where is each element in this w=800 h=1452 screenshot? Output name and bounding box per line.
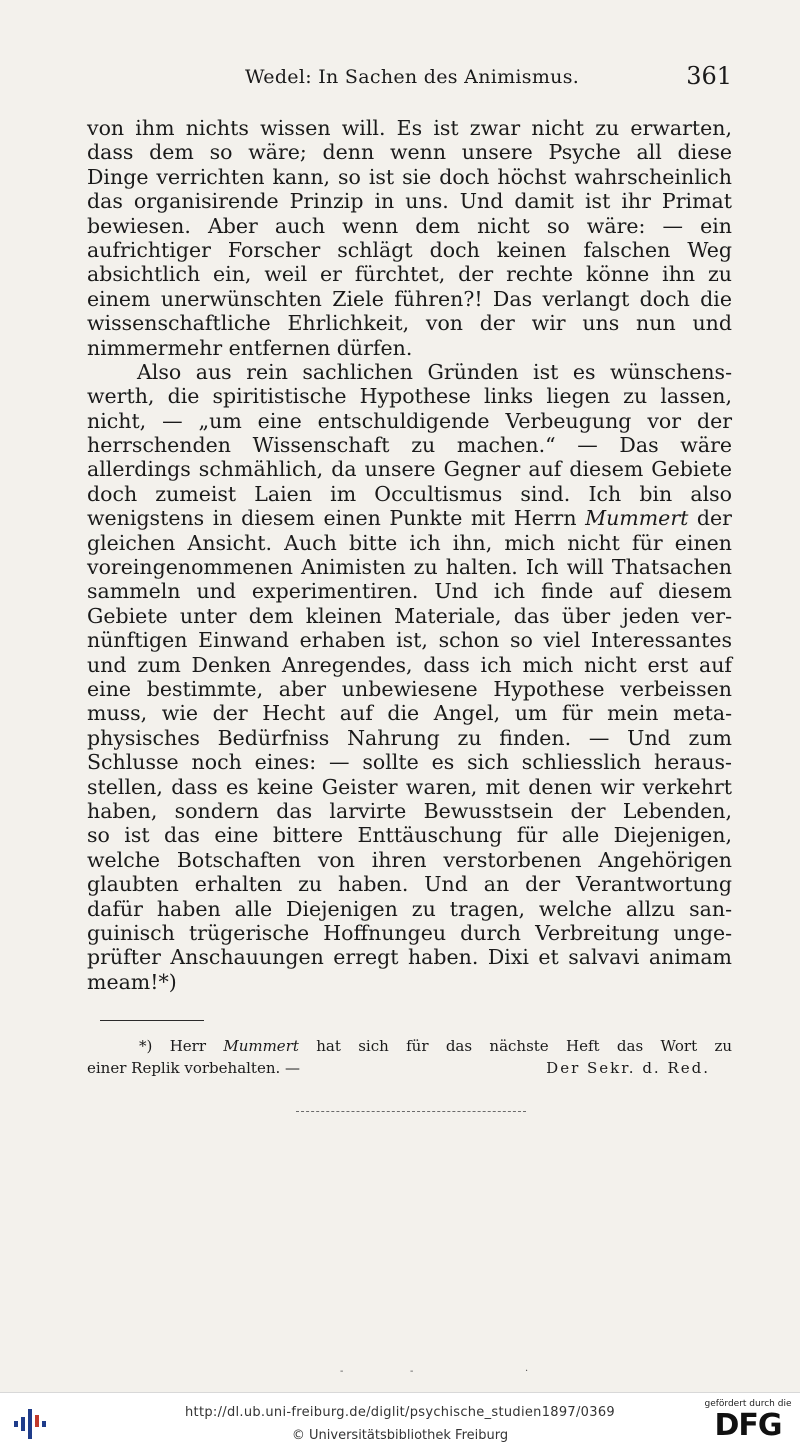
copyright-notice: © Universitätsbibliothek Freiburg: [291, 1428, 509, 1443]
text-line: von ihm nichts wissen will. Es ist zwar nicht zu erwarten,: [87, 116, 732, 140]
dfg-caption: gefördert durch die: [704, 1399, 792, 1409]
text-line: Gebiete unter dem kleinen Materiale, das über jeden ver-: [87, 603, 732, 628]
running-title: Wedel: In Sachen des Animismus.: [245, 66, 580, 88]
speck: -: [410, 1366, 414, 1377]
text-line: Also aus rein sachlichen Gründen ist es wünschens-: [137, 359, 732, 384]
text-line: eine bestimmte, aber unbewiesene Hypothese verbeissen: [87, 676, 732, 701]
page-number: 361: [686, 62, 732, 90]
text-line: glaubten erhalten zu haben. Und an der Verantwortung: [87, 872, 732, 897]
text-line: nünftigen Einwand erhaben ist, schon so viel Interessantes: [87, 628, 732, 653]
text-line: Dinge verrichten kann, so ist sie doch höchst wahrscheinlich: [87, 164, 732, 189]
text-line: und zum Denken Anregendes, dass ich mich nicht erst auf: [87, 652, 732, 677]
text-line: gleichen Ansicht. Auch bitte ich ihn, mich nicht für einen: [87, 530, 732, 555]
text-line: herrschenden Wissenschaft zu machen.“ — Das wäre: [87, 433, 732, 458]
text-line: wissenschaftliche Ehrlichkeit, von der wir uns nun und: [87, 311, 732, 336]
text-line: absichtlich ein, weil er fürchtet, der rechte könne ihn zu: [87, 262, 732, 287]
text-line: sammeln und experimentiren. Und ich finde auf diesem: [87, 579, 732, 604]
text-line: dafür haben alle Diejenigen zu tragen, welche allzu san-: [87, 896, 732, 921]
text-line: physisches Bedürfniss Nahrung zu finden. — Und zum: [87, 725, 732, 750]
footnote-line: [87, 1057, 732, 1079]
digital-library-footer: [0, 1392, 800, 1452]
body-text: [87, 116, 732, 994]
footnote-segment: hat sich für das nächste Heft das Wort zu: [298, 1037, 733, 1055]
end-ornament-rule: [296, 1111, 526, 1116]
text-line: einem unerwünschten Ziele führen?! Das verlangt doch die: [87, 286, 732, 311]
text-line: guinisch trügerische Hoffnungeu durch Verbreitung unge-: [87, 920, 732, 945]
footnote: [87, 1035, 732, 1079]
text-line: welche Botschaften von ihren verstorbenen Angehörigen: [87, 847, 732, 872]
text-line: meam!*): [87, 969, 177, 994]
footnote-separator: [100, 1020, 204, 1021]
text-segment: wenigstens in diesem einen Punkte mit Herrn: [87, 506, 586, 531]
footnote-segment: einer Replik vorbehalten. —: [87, 1059, 301, 1077]
dfg-badge: [704, 1399, 792, 1447]
text-line: bewiesen. Aber auch wenn dem nicht so wäre: — ein: [87, 213, 732, 238]
text-line: muss, wie der Hecht auf die Angel, um für mein meta-: [87, 701, 732, 726]
text-line: dass dem so wäre; denn wenn unsere Psyche all diese: [87, 140, 732, 165]
text-line: prüfter Anschauungen erregt haben. Dixi et salvavi animam: [87, 945, 732, 970]
text-line: nimmermehr entfernen dürfen.: [87, 335, 413, 360]
text-line: haben, sondern das larvirte Bewusstsein der Lebenden,: [87, 798, 732, 823]
text-line: Schlusse noch eines: — sollte es sich schliesslich heraus-: [87, 750, 732, 775]
speck: -: [340, 1366, 344, 1377]
speck: ·: [525, 1366, 529, 1377]
footnote-line: [87, 1035, 732, 1057]
dfg-logo-icon: DFG: [714, 1408, 782, 1443]
text-line: so ist das eine bittere Enttäuschung für alle Diejenigen,: [87, 823, 732, 848]
text-line-with-name: [87, 506, 732, 530]
text-line: nicht, — „um eine entschuldigende Verbeugung vor der: [87, 408, 732, 433]
text-segment: der: [688, 506, 732, 531]
text-line: werth, die spiritistische Hypothese links liegen zu lassen,: [87, 384, 732, 409]
text-line: doch zumeist Laien im Occultismus sind. Ich bin also: [87, 481, 732, 506]
permalink-link[interactable]: http://dl.ub.uni-freiburg.de/diglit/psychische_studien1897/0369: [185, 1405, 615, 1420]
footnote-segment: *) Herr: [139, 1037, 224, 1055]
person-name: Mummert: [585, 506, 689, 531]
page-header: [245, 62, 732, 96]
text-line: aufrichtiger Forscher schlägt doch keinen falschen Weg: [87, 237, 732, 262]
person-name: Mummert: [223, 1037, 299, 1055]
text-line: allerdings schmählich, da unsere Gegner auf diesem Gebiete: [87, 457, 732, 482]
footnote-signature: Der Sekr. d. Red.: [546, 1059, 710, 1077]
text-line: stellen, dass es keine Geister waren, mit denen wir verkehrt: [87, 774, 732, 799]
text-line: voreingenommenen Animisten zu halten. Ich will Thatsachen: [87, 555, 732, 580]
text-line: das organisirende Prinzip in uns. Und damit ist ihr Primat: [87, 189, 732, 214]
